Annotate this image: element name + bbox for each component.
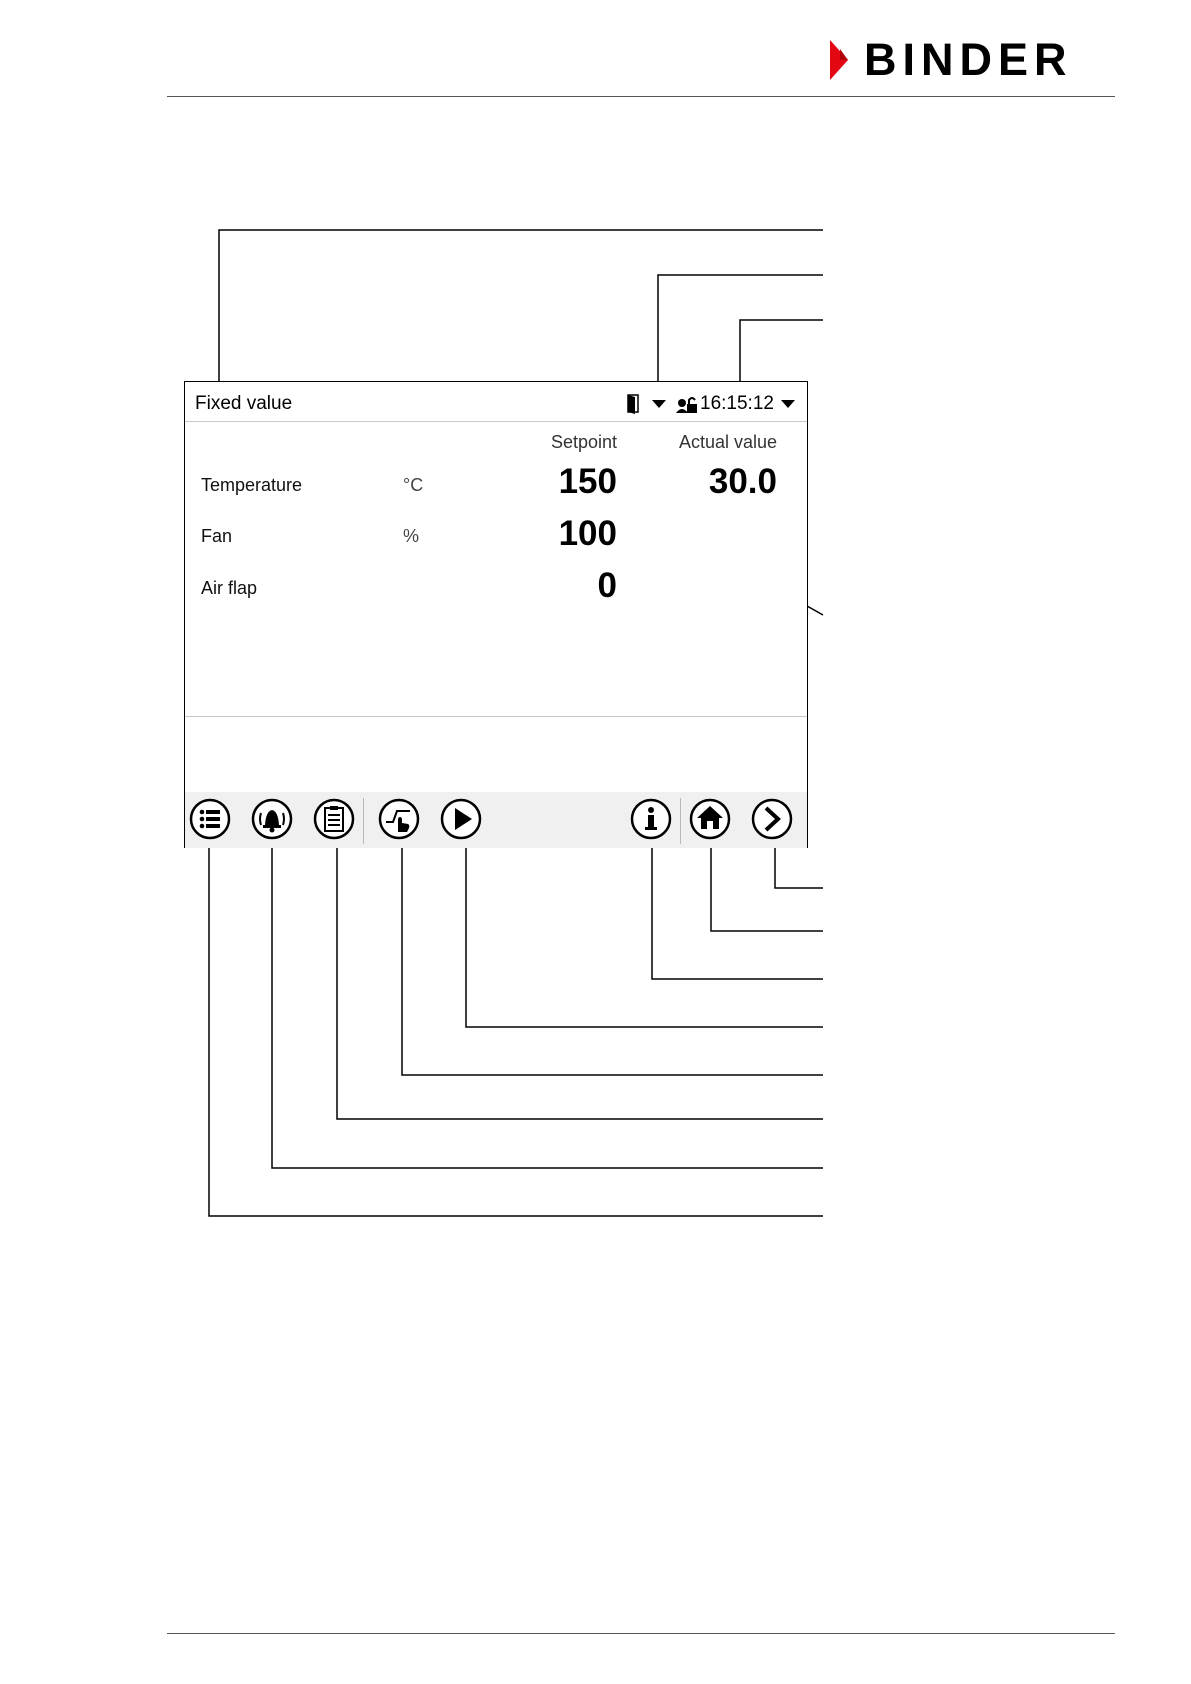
callout-line-alarm [272,848,823,1168]
callout-line-menu [209,848,823,1216]
main-menu-icon[interactable] [189,798,231,840]
dropdown-arrow-icon[interactable] [781,400,795,409]
air-flap-setpoint[interactable]: 0 [597,566,617,605]
row-label-air-flap: Air flap [201,578,258,598]
controller-screen [184,381,808,848]
bottom-toolbar [185,792,807,848]
callout-line-start [466,848,823,1027]
callout-line-user [740,320,823,381]
callout-line-mode [219,230,823,381]
program-start-icon[interactable] [440,798,482,840]
row-unit-temperature: °C [403,475,424,495]
clock-time: 16:15:12 [700,393,774,414]
event-list-icon[interactable] [313,798,355,840]
door-icon[interactable] [626,393,642,415]
temperature-setpoint[interactable]: 150 [558,462,617,501]
user-lock-icon[interactable] [676,393,698,415]
next-view-icon[interactable] [751,798,793,840]
info-area-separator [185,716,807,717]
callout-line-info [652,848,823,979]
row-unit-fan: % [403,526,420,546]
callout-line-eventlist [337,848,823,1119]
mode-title[interactable]: Fixed value [195,393,293,414]
header-separator [185,421,807,422]
callout-line-home [711,848,823,931]
dropdown-arrow-icon[interactable] [652,400,666,409]
fan-setpoint[interactable]: 100 [558,514,617,553]
row-label-temperature: Temperature [201,475,303,495]
row-label-fan: Fan [201,526,233,546]
temperature-actual: 30.0 [708,462,777,501]
callout-line-next [775,848,823,888]
setpoint-entry-icon[interactable] [378,798,420,840]
setpoint-column-header: Setpoint [551,432,618,452]
alarm-icon[interactable] [251,798,293,840]
toolbar-separator [680,798,681,844]
home-icon[interactable] [689,798,731,840]
toolbar-separator [363,798,364,844]
footer-rule [167,1633,1115,1634]
callout-line-setpoint-entry [402,848,823,1075]
info-icon[interactable] [630,798,672,840]
actual-column-header: Actual value [678,432,777,452]
binder-logo-text: BINDER [864,34,1073,85]
